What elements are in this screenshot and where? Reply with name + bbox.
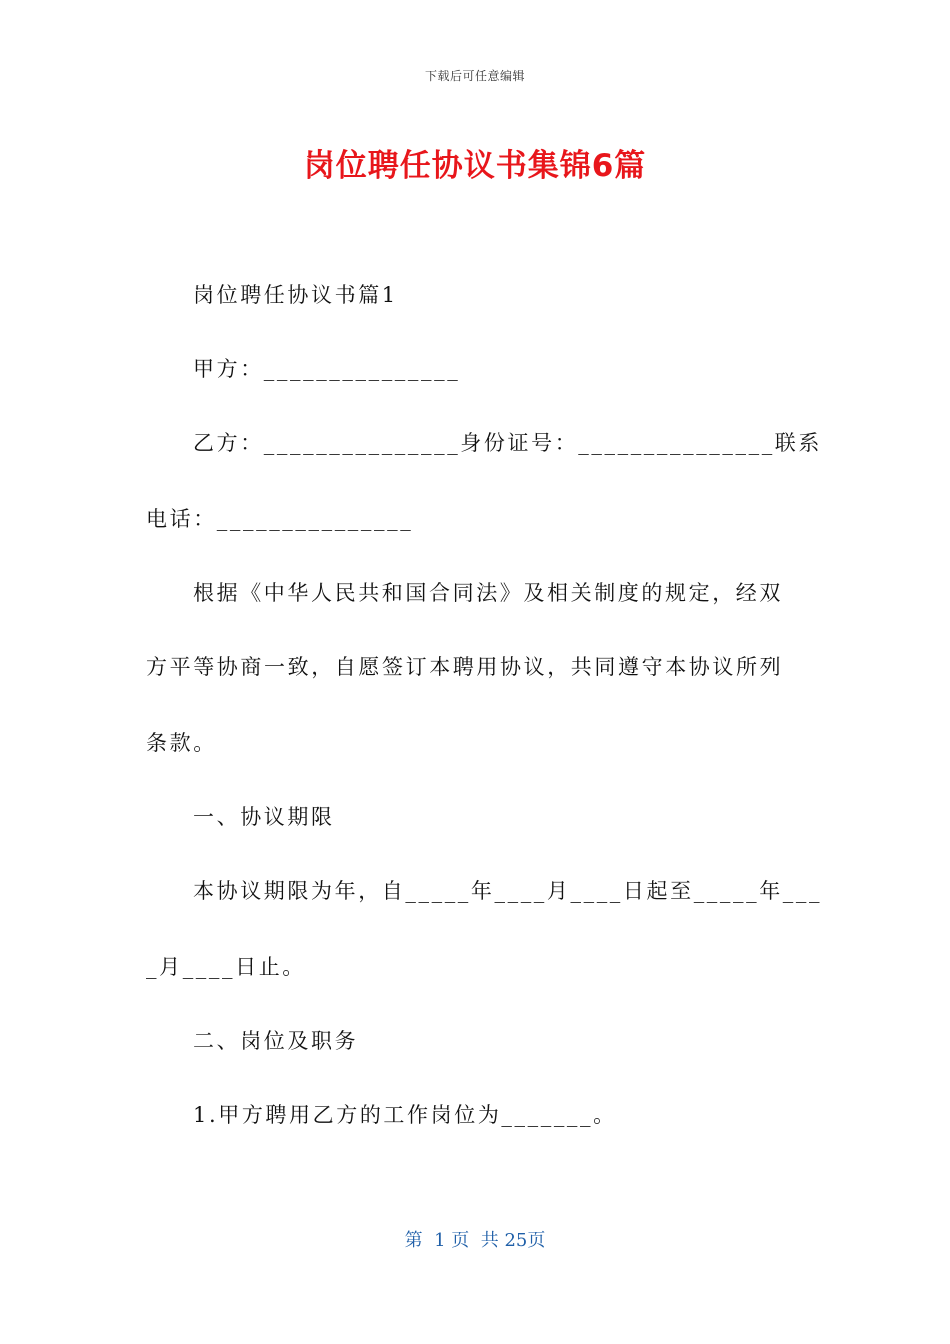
clause-heading-position: 二、岗位及职务 bbox=[193, 1029, 359, 1053]
page-number: 第 1 页 共 25页 bbox=[404, 1230, 546, 1251]
paragraph-line: 1.甲方聘用乙方的工作岗位为_______。 bbox=[193, 1103, 617, 1127]
document-title: 岗位聘任协议书集锦6篇 bbox=[303, 148, 647, 184]
paragraph-line: 条款。 bbox=[146, 731, 217, 755]
paragraph-line: 方平等协商一致，自愿签订本聘用协议，共同遵守本协议所列 bbox=[146, 655, 784, 679]
header-note: 下载后可任意编辑 bbox=[424, 69, 525, 83]
clause-heading-term: 一、协议期限 bbox=[193, 805, 335, 829]
phone-line: 电话：_______________ bbox=[146, 507, 414, 531]
paragraph-line: 根据《中华人民共和国合同法》及相关制度的规定，经双 bbox=[193, 581, 783, 605]
party-a-line: 甲方：_______________ bbox=[193, 357, 461, 381]
section-heading-part1: 岗位聘任协议书篇1 bbox=[193, 283, 398, 307]
party-b-line: 乙方：_______________身份证号：_______________联系 bbox=[193, 431, 822, 455]
paragraph-line: _月____日止。 bbox=[146, 955, 306, 979]
paragraph-line: 本协议期限为年，自_____年____月____日起至_____年___ bbox=[193, 879, 823, 903]
